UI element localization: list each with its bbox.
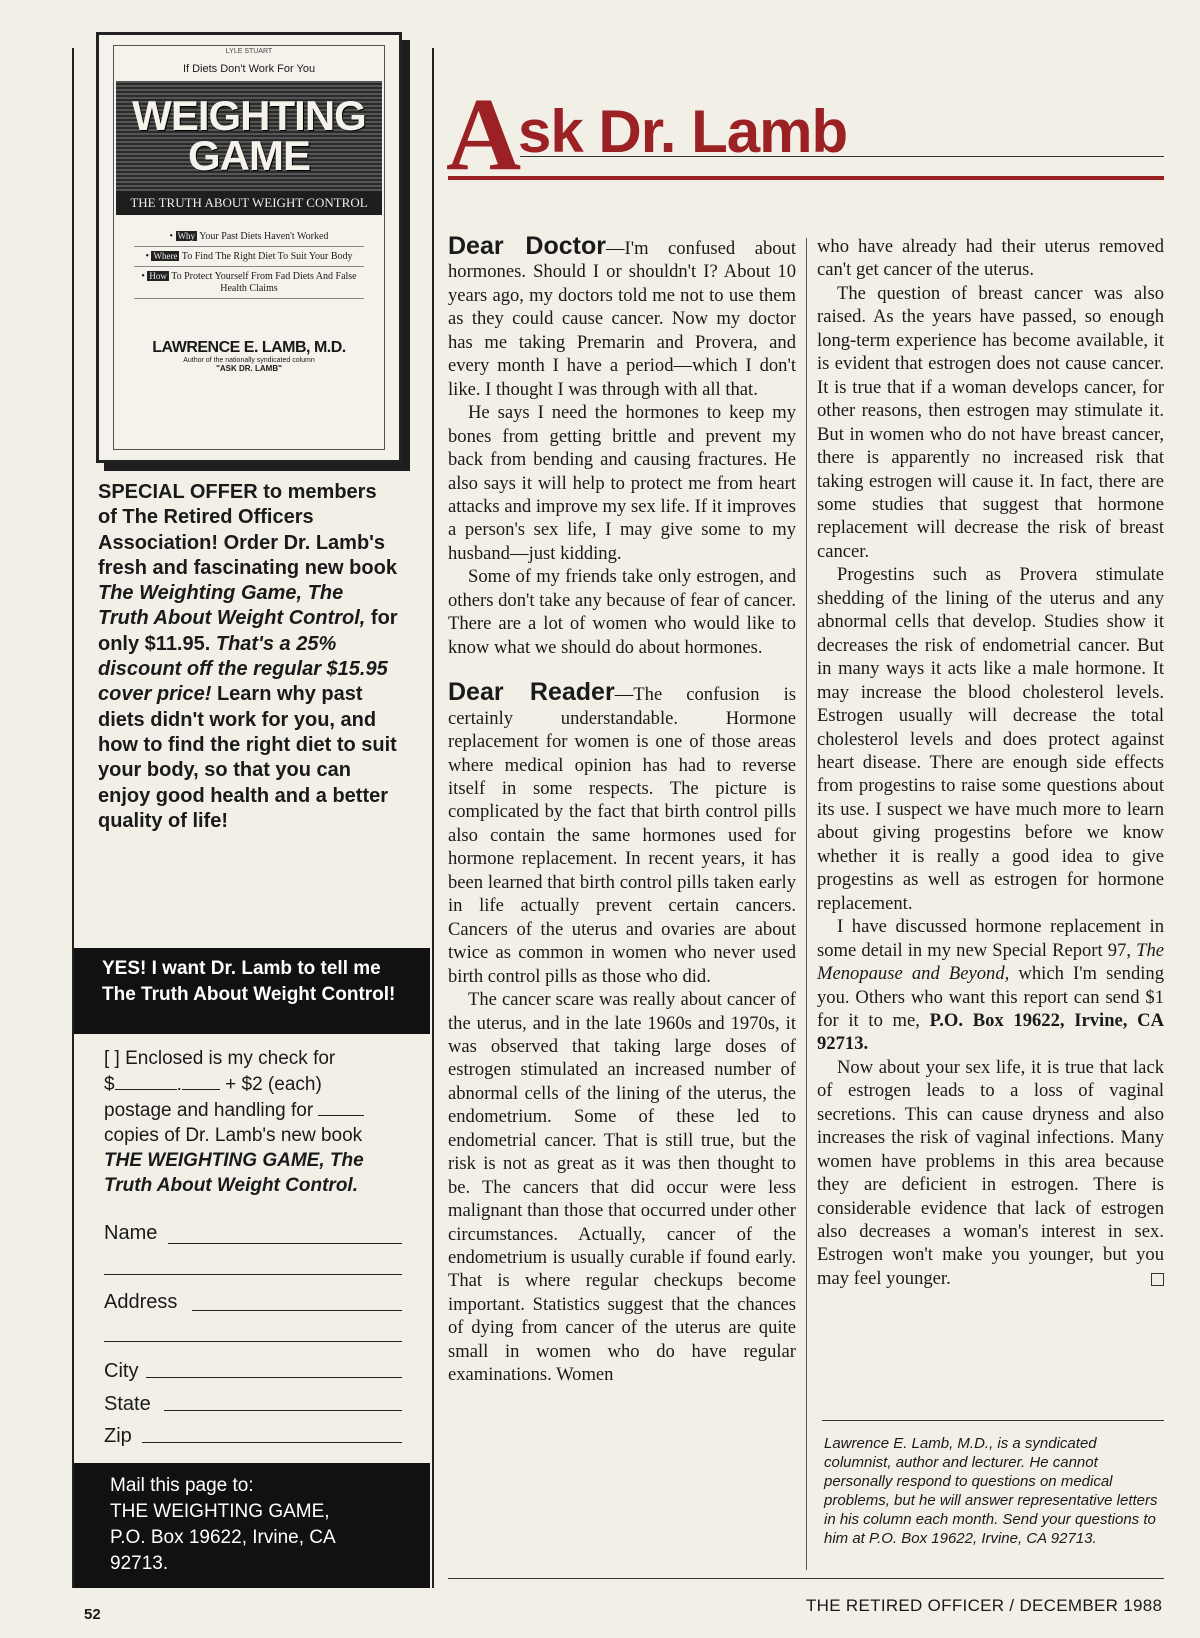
dollar-amount-field[interactable] <box>115 1071 177 1090</box>
book-column-name: "ASK DR. LAMB" <box>216 364 282 373</box>
copies-count-field[interactable] <box>318 1097 364 1116</box>
order-form: [ ] Enclosed is my check for $ . + $2 (each) postage and handling for copies of Dr. Lamb's new book THE WEIGHTING GAME, The Truth About Weight Control. <box>104 1046 404 1198</box>
yes-banner <box>74 948 430 1034</box>
offer-discount: That's a 25% discount off the regular $15.95 cover price! <box>98 632 388 706</box>
page-number: 52 <box>84 1606 101 1623</box>
city-field[interactable] <box>146 1377 402 1378</box>
article-column-2 <box>817 235 1164 1290</box>
title-rule-thick <box>448 176 1164 180</box>
book-bullets <box>134 227 364 299</box>
dear-doctor-heading: Dear Doctor <box>448 232 606 260</box>
mail-line-1: Mail this page to: <box>110 1475 254 1496</box>
zip-field[interactable] <box>142 1442 402 1443</box>
answer-paragraph: who have already had their uterus removed can't get cancer of the uterus. <box>817 236 1164 281</box>
city-label: City <box>104 1360 139 1382</box>
answer-paragraph: Progestins such as Provera stimulate shedding of the lining of the uterus and any abnormal cells that develop. Studies show it decreases the risk of endometrial cancer. But in many ways it acts like a male hormone. It may increase the blood cholesterol levels. Estrogen usually will decrease the total cholesterol levels and does protect against heart disease. There are enough side effects from progestins to raise some questions about its use. I suspect we have much more to learn about giving progestins before we know whether it is really a good idea to give progestins as well as estrogen for hormone replacement. <box>817 564 1164 914</box>
book-title-line-2: GAME <box>188 132 310 179</box>
answer-paragraph: Now about your sex life, it is true that lack of estrogen leads to a loss of vaginal secretions. This can cause dryness and also increases the risk of vaginal infections. Many women have problems in this area because they are deficient in estrogen. There is considerable evidence that lack of estrogen also decreases a woman's interest in sex. Estrogen won't make you younger, but you may feel younger. <box>817 1056 1164 1289</box>
article-column-1 <box>448 232 797 1387</box>
book-bullet: • Why Your Past Diets Haven't Worked <box>134 227 364 247</box>
cents-amount-field[interactable] <box>182 1071 220 1090</box>
book-bullet: • Where To Find The Right Diet To Suit Your Body <box>134 247 364 267</box>
state-label: State <box>104 1393 151 1415</box>
address-field[interactable] <box>192 1310 402 1311</box>
name-field[interactable] <box>168 1243 402 1244</box>
title-initial: A <box>446 77 522 192</box>
offer-book-title: The Weighting Game, The Truth About Weight Control, <box>98 582 366 630</box>
book-publisher: LYLE STUART <box>225 48 273 55</box>
book-cover-image <box>96 32 402 463</box>
address-field-line-2[interactable] <box>104 1341 402 1342</box>
report-address: P.O. Box 19622, Irvine, CA 92713. <box>817 1009 1164 1055</box>
mail-line-3: P.O. Box 19622, Irvine, CA <box>110 1527 336 1548</box>
page-title: sk Dr. Lamb <box>518 98 848 165</box>
zip-label: Zip <box>104 1425 132 1447</box>
address-label: Address <box>104 1291 178 1313</box>
dear-reader-heading: Dear Reader <box>448 678 615 707</box>
report-title: The Menopause and Beyond, <box>817 939 1164 985</box>
letter-paragraph: Some of my friends take only estrogen, and others don't take any because of fear of cancer. There are a lot of women who would like to know what we should do about hormones. <box>448 566 796 658</box>
book-tagline: If Diets Don't Work For You <box>182 63 316 75</box>
bottom-rule <box>448 1578 1164 1579</box>
book-author-credentials: Author of the nationally syndicated column <box>183 357 315 364</box>
state-field[interactable] <box>164 1410 402 1411</box>
check-prefix: [ ] Enclosed is my check for <box>104 1048 336 1069</box>
yes-banner-text: YES! I want Dr. Lamb to tell me The Truth About Weight Control! <box>102 958 396 1005</box>
book-subtitle: THE TRUTH ABOUT WEIGHT CONTROL <box>116 191 382 215</box>
answer-paragraph: I have discussed hormone replacement in some detail in my new Special Report 97, The Menopause and Beyond, which I'm sending you. Others who want this report can send $1 for it to me, P.O. Box 19622, Irvine, CA 92713. <box>817 916 1165 1055</box>
mail-to-box <box>74 1463 430 1588</box>
answer-paragraph: The question of breast cancer was also raised. As the years have passed, so enough long-term experience has become available, it is evident that estrogen does not cause cancer. It is true that if a woman develops cancer, for other reasons, then estrogen may stimulate it. But in women who do not have breast cancer, there is apparently no increased risk that taking estrogen will cause it. In fact, there are some studies that suggest that hormone replacement will decrease the risk of breast cancer. <box>817 282 1164 562</box>
end-mark-icon <box>1151 1273 1164 1286</box>
name-field-line-2[interactable] <box>104 1274 402 1275</box>
publication-footer: THE RETIRED OFFICER / DECEMBER 1988 <box>806 1596 1163 1615</box>
title-rule-thin <box>520 156 1164 157</box>
book-title-band <box>116 81 382 191</box>
mail-line-2: THE WEIGHTING GAME, <box>110 1501 330 1522</box>
answer-paragraph: Dear Reader—The confusion is certainly understandable. Hormone replacement for women is one of those areas where medical opinion has had to reverse itself in some respects. The picture is complicated by the fact that birth control pills also contain the same hormones used for hormone replacement. In recent years, it has been learned that birth control pills taken early in life actually prevent certain cancers. Cancers of the uterus and ovaries are about twice as common in women who never used birth control pills as those who did. <box>448 678 797 987</box>
special-offer-text: SPECIAL OFFER to members of The Retired Officers Association! Order Dr. Lamb's fresh and fascinating new book The Weighting Game, The Truth About Weight Control, for only $11.95. That's a 25% discount off the regular $15.95 cover price! Learn why past diets didn't work for you, and how to find the right diet to suit your body, so that you can enjoy good health and a better quality of life! <box>98 481 398 832</box>
letter-paragraph: He says I need the hormones to keep my bones from getting brittle and prevent my back from bending and causing fractures. He also says it will help to protect me from heart attacks and improve my sex life. If it improves a person's sex life, I may give some to my husband—just kidding. <box>448 402 796 564</box>
name-label: Name <box>104 1222 158 1244</box>
letter-paragraph: Dear Doctor—I'm confused about hormones. Should I or shouldn't I? About 10 years ago, my doctors told me not to use them as they could cause cancer. Now my doctor has me taking Premarin and Provera, and every month I have a period—which I don't like. I thought I was through with all that. <box>448 232 796 400</box>
book-author: LAWRENCE E. LAMB, M.D. <box>152 339 346 356</box>
bio-rule <box>822 1420 1164 1421</box>
answer-paragraph: The cancer scare was really about cancer of the uterus, and in the late 1960s and 1970s, it was observed that taking large doses of estrogen stimulated an increased number of abnormal cells of the lining of the uterus, the endometrium. Some of these led to endometrial cancer. That is still true, but the risk is not as great as it was then thought to be. The cancers that did occur were less malignant than those that occurred under other circumstances. Actually, cancer of the endometrium is usually curable if found early. That is where regular checkups become important. Statistics suggest that the chances of dying from cancer of the uterus are quite small in women who do have regular examinations. Women <box>448 989 796 1386</box>
mail-line-4: 92713. <box>110 1553 169 1574</box>
copies-text: copies of Dr. Lamb's new book <box>104 1125 363 1146</box>
book-title-line-1: WEIGHTING <box>132 92 366 139</box>
book-bullet: • How To Protect Yourself From Fad Diets And False Health Claims <box>134 267 364 299</box>
column-divider <box>806 238 807 1570</box>
author-bio: Lawrence E. Lamb, M.D., is a syndicated columnist, author and lecturer. He cannot personally respond to questions on medical problems, but he will answer representative letters in his column each month. Send your questions to him at P.O. Box 19622, Irvine, CA 92713. <box>824 1435 1158 1547</box>
form-book-title: THE WEIGHTING GAME, The Truth About Weight Control. <box>104 1150 364 1196</box>
